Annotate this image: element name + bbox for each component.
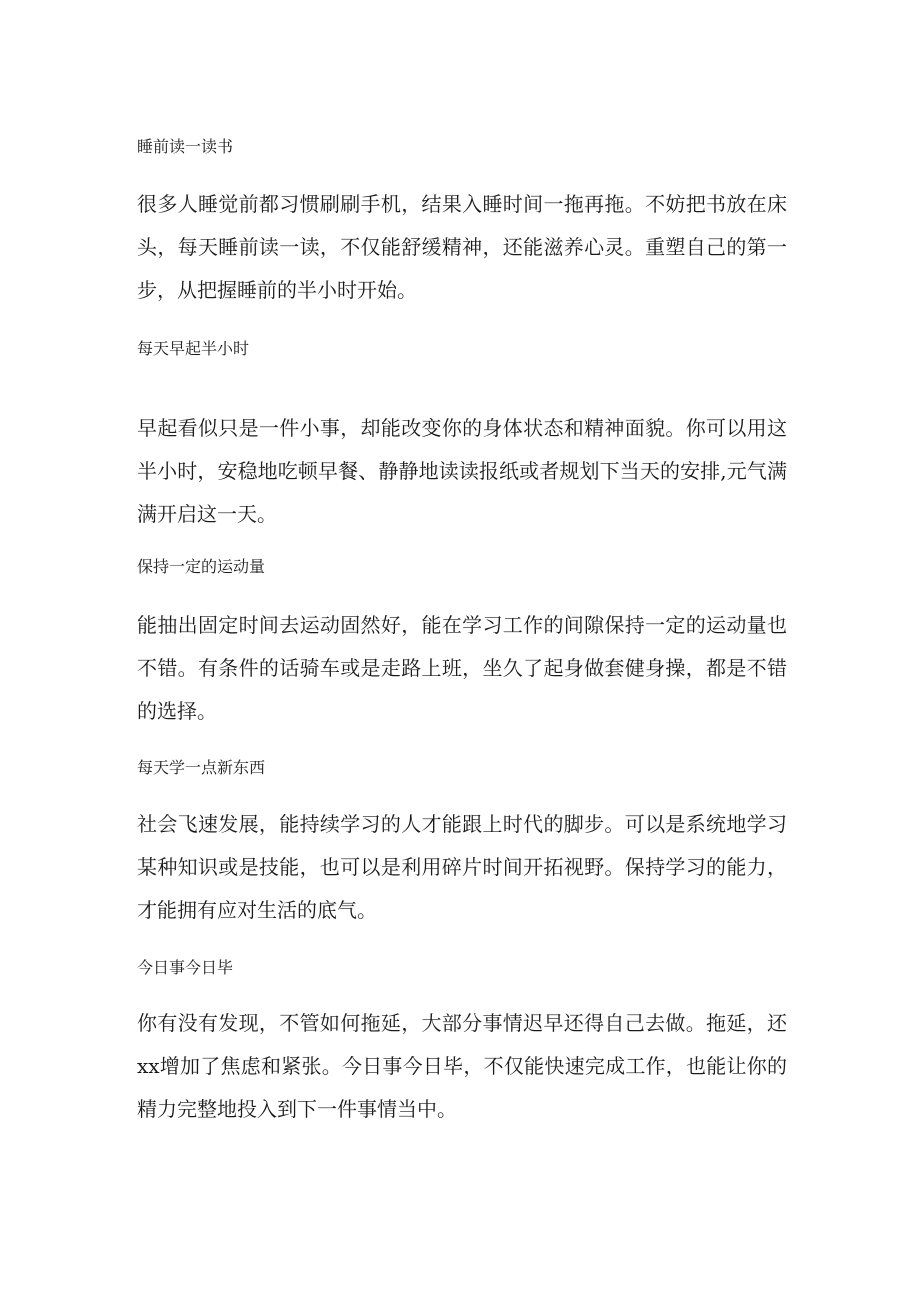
section-heading-exercise: 保持一定的运动量 [137, 557, 266, 576]
section-paragraph-early-rising: 早起看似只是一件小事，却能改变你的身体状态和精神面貌。你可以用这半小时，安稳地吃顿早餐、静静地读读报纸或者规划下当天的安排,元气满满开启这一天。 [137, 416, 787, 526]
section-heading-learning: 每天学一点新东西 [137, 758, 266, 777]
section-paragraph-learning: 社会飞速发展，能持续学习的人才能跟上时代的脚步。可以是系统地学习某种知识或是技能，也可以是利用碎片时间开拓视野。保持学习的能力，才能拥有应对生活的底气。 [137, 812, 787, 922]
section-paragraph-exercise: 能抽出固定时间去运动固然好，能在学习工作的间隙保持一定的运动量也不错。有条件的话骑车或是走路上班，坐久了起身做套健身操，都是不错的选择。 [137, 613, 787, 723]
section-paragraph-sleep-reading: 很多人睡觉前都习惯刷刷手机，结果入睡时间一拖再拖。不妨把书放在床头，每天睡前读一读，不仅能舒缓精神，还能滋养心灵。重塑自己的第一步，从把握睡前的半小时开始。 [137, 192, 787, 302]
section-heading-sleep-reading: 睡前读一读书 [137, 137, 234, 156]
section-paragraph-no-procrastination: 你有没有发现，不管如何拖延，大部分事情迟早还得自己去做。拖延，还xx增加了焦虑和紧张。今日事今日毕，不仅能快速完成工作，也能让你的精力完整地投入到下一件事情当中。 [137, 1011, 787, 1121]
section-heading-early-rising: 每天早起半小时 [137, 339, 250, 358]
section-heading-no-procrastination: 今日事今日毕 [137, 958, 234, 977]
